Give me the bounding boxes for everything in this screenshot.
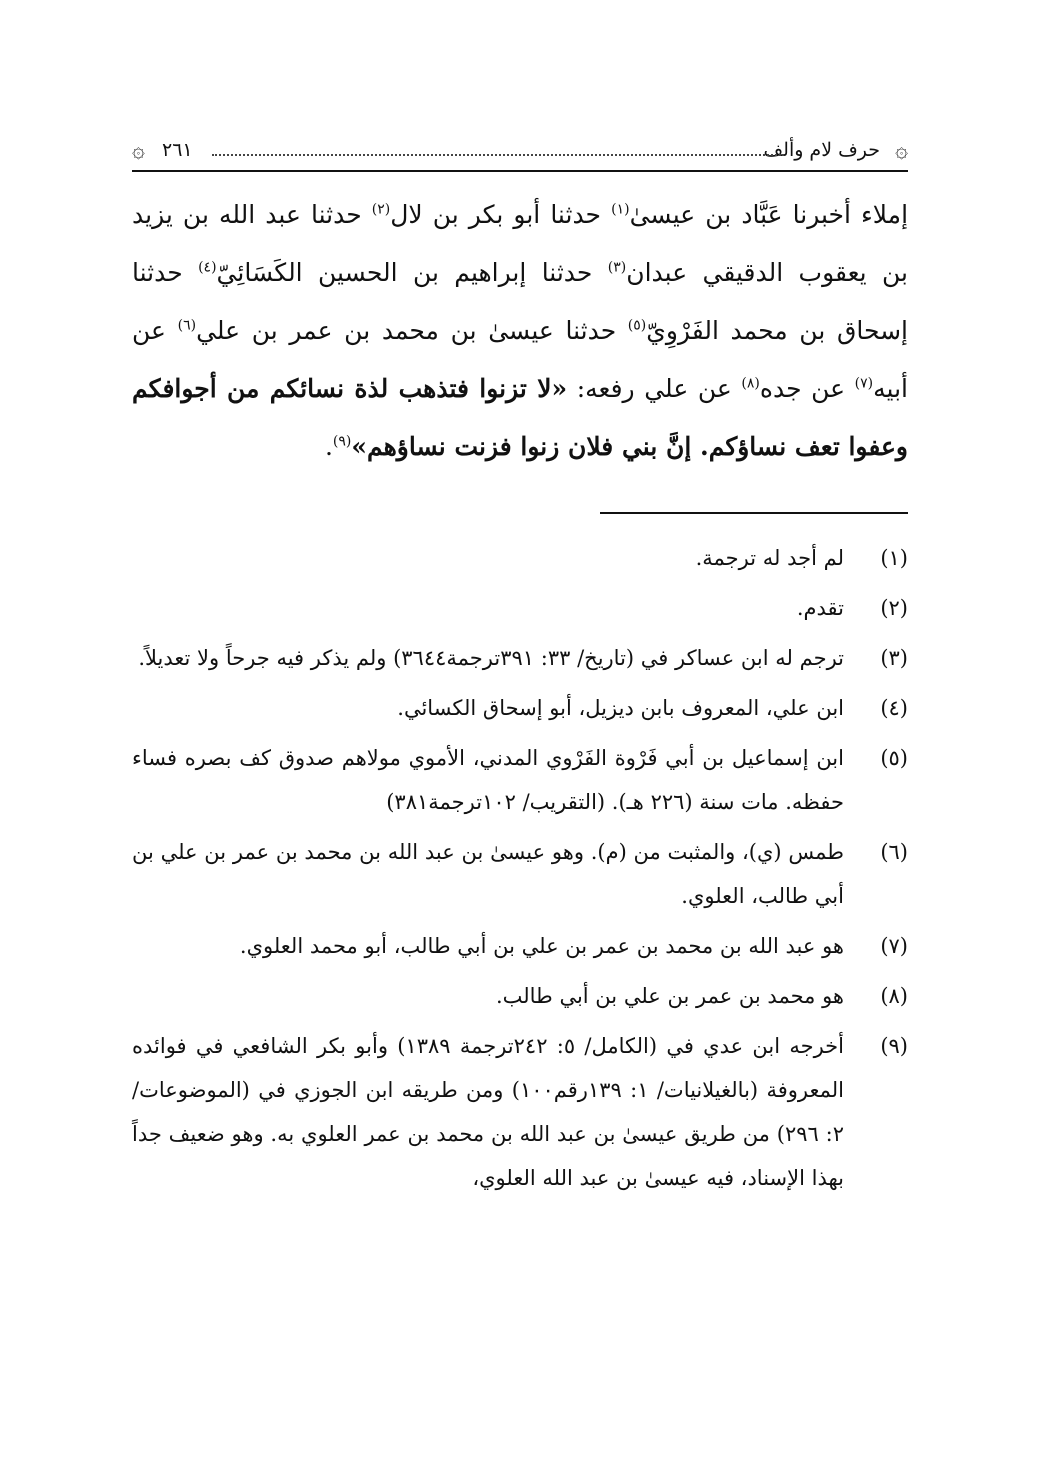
text-segment: حدثنا أبو بكر بن لال — [390, 200, 612, 229]
footnote-item — [132, 686, 908, 730]
main-paragraph — [132, 186, 908, 476]
footnote-text: ابن علي، المعروف بابن ديزيل، أبو إسحاق الكسائي. — [397, 696, 844, 720]
footnote-number: (٨) — [880, 984, 908, 1008]
footnote-marker: (٣) — [607, 259, 627, 276]
header-ornament-left: ۞ — [132, 138, 145, 163]
header-dotted-rule — [212, 154, 784, 156]
text-segment: حدثنا إسحاق بن محمد الفَرْوِيّ — [132, 258, 908, 345]
text-segment: . — [324, 432, 333, 461]
text-segment: إملاء أخبرنا عَبَّاد بن عيسىٰ — [629, 200, 909, 229]
footnotes-list — [132, 536, 908, 1206]
footnote-number: (١) — [880, 546, 908, 570]
footnote-marker: (١) — [611, 201, 630, 218]
text-segment: عن جده — [759, 374, 855, 403]
footnote-number: (٥) — [880, 746, 908, 770]
footnote-marker: (٩) — [332, 433, 352, 450]
page-number: ٢٦١ — [162, 139, 193, 161]
footnote-item — [132, 1024, 908, 1200]
footnote-item — [132, 974, 908, 1018]
footnote-item — [132, 924, 908, 968]
running-title: حرف لام وألف — [763, 139, 880, 161]
footnote-number: (٢) — [880, 596, 908, 620]
header-ornament-right: ۞ — [895, 138, 908, 163]
header-line — [132, 170, 908, 172]
footnote-marker: (٤) — [198, 259, 217, 276]
footnote-text: لم أجد له ترجمة. — [695, 546, 844, 570]
footnote-item — [132, 586, 908, 630]
footnote-marker: (٧) — [854, 375, 874, 392]
text-segment: عن علي رفعه: — [567, 374, 742, 403]
text-segment: حدثنا إبراهيم بن الحسين الكَسَائِيّ — [216, 258, 608, 287]
footnote-text: ترجم له ابن عساكر في (تاريخ/ ٣٣: ٣٩١ترجمة٣٦٤٤) ولم يذكر فيه جرحاً ولا تعديلاً. — [138, 646, 844, 670]
footnote-text: ابن إسماعيل بن أبي فَرْوة الفَرْوي المدني، الأموي مولاهم صدوق كف بصره فساء حفظه. مات سنة (٢٢٦ هـ). (التقريب/ ١٠٢ترجمة٣٨١) — [132, 746, 844, 814]
footnote-marker: (٦) — [177, 317, 197, 334]
footnote-marker: (٥) — [627, 317, 647, 334]
footnote-number: (٤) — [880, 696, 908, 720]
footnote-item — [132, 736, 908, 824]
footnote-marker: (٢) — [371, 201, 391, 218]
footnote-item — [132, 830, 908, 918]
footnote-number: (٩) — [880, 1034, 908, 1058]
hadith-text: «لا تزنوا فتذهب لذة نسائكم من أجوافكم وعفوا تعف نساؤكم. إنَّ بني فلان زنوا فزنت نساؤهم» — [132, 374, 908, 461]
footnote-item — [132, 636, 908, 680]
footnote-number: (٦) — [880, 840, 908, 864]
footnote-text: تقدم. — [796, 596, 844, 620]
footnote-text: أخرجه ابن عدي في (الكامل/ ٥: ٢٤٢ترجمة ١٣٨٩) وأبو بكر الشافعي في فوائده المعروفة (بالغيلانيات/ ١: ١٣٩رقم١٠٠) ومن طريقه ابن الجوزي في (الموضوعات/ ٢: ٢٩٦) من طريق عيسىٰ بن عبد الله بن محمد بن عمر العلوي به. وهو ضعيف جداً بهذا الإسناد، فيه عيسىٰ بن عبد الله العلوي، — [132, 1034, 844, 1190]
footnote-separator — [600, 512, 908, 514]
footnote-marker: (٨) — [741, 375, 760, 392]
footnote-number: (٧) — [880, 934, 908, 958]
text-segment: حدثنا عيسىٰ بن محمد بن عمر بن علي — [196, 316, 628, 345]
footnote-text: هو عبد الله بن محمد بن عمر بن علي بن أبي طالب، أبو محمد العلوي. — [239, 934, 844, 958]
footnote-number: (٣) — [880, 646, 908, 670]
footnote-text: طمس (ي)، والمثبت من (م). وهو عيسىٰ بن عبد الله بن محمد بن عمر بن علي بن أبي طالب، العلوي. — [132, 840, 844, 908]
page-header — [132, 136, 908, 172]
footnote-item — [132, 536, 908, 580]
text-segment: حدثنا عبد الله بن يزيد بن يعقوب الدقيقي عبدان — [132, 200, 909, 287]
footnote-text: هو محمد بن عمر بن علي بن أبي طالب. — [495, 984, 844, 1008]
text-segment: عن أبيه — [132, 316, 908, 403]
